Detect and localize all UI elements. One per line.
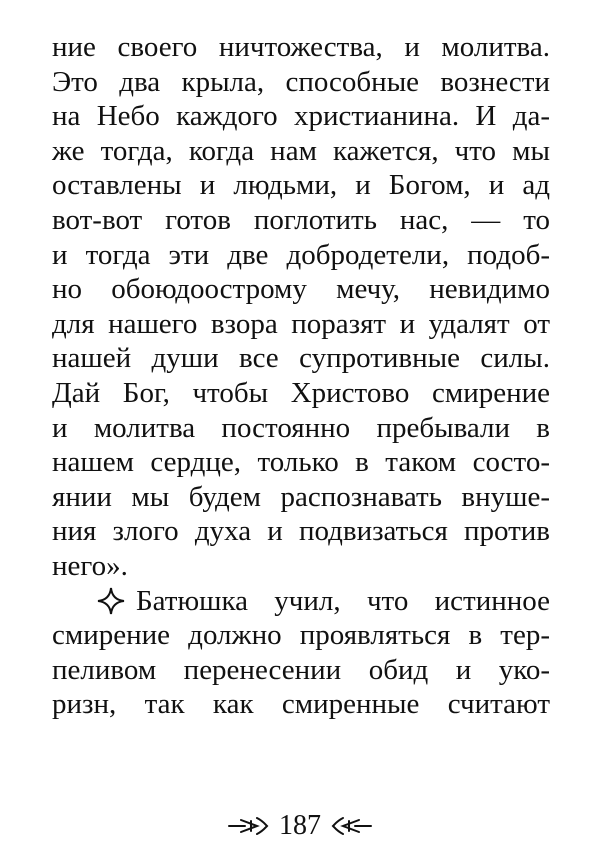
text-line: смирение должно проявляться в тер- <box>52 619 550 652</box>
text-line: вот-вот готов поглотить нас, — то <box>52 203 550 236</box>
four-point-star-icon <box>96 586 126 616</box>
text-line: же тогда, когда нам кажется, что мы <box>52 134 550 167</box>
page-text <box>52 30 550 722</box>
page-footer <box>0 806 600 846</box>
text-line: Дай Бог, чтобы Христово смирение <box>52 376 550 409</box>
paragraph-first-line-text: Батюшка учил, что истинное <box>136 584 550 617</box>
text-line: оставлены и людьми, и Богом, и ад <box>52 169 550 202</box>
text-line: ния злого духа и подвизаться против <box>52 515 550 548</box>
left-ornament-icon <box>227 815 271 837</box>
text-line: ние своего ничтожества, и молитва. <box>52 31 550 63</box>
text-line: нашем сердце, только в таком состо- <box>52 446 550 479</box>
right-ornament-icon <box>329 815 373 837</box>
text-line: но обоюдоострому мечу, невидимо <box>52 273 550 306</box>
text-line: Это два крыла, способные вознести <box>52 65 550 98</box>
text-line: и тогда эти две добродетели, подоб- <box>52 238 550 271</box>
page-number: 187 <box>279 810 321 841</box>
text-line: ризн, так как смиренные считают <box>52 688 550 721</box>
paragraph-first-line <box>52 584 550 619</box>
text-line: на Небо каждого христианина. И да- <box>52 100 550 133</box>
text-line: янии мы будем распознавать внуше- <box>52 480 550 513</box>
text-line: пеливом перенесении обид и уко- <box>52 653 550 686</box>
text-line: для нашего взора поразят и удалят от <box>52 307 550 340</box>
text-line: нашей души все супротивные силы. <box>52 342 550 375</box>
text-line: и молитва постоянно пребывали в <box>52 411 550 444</box>
text-line: него». <box>52 549 128 582</box>
